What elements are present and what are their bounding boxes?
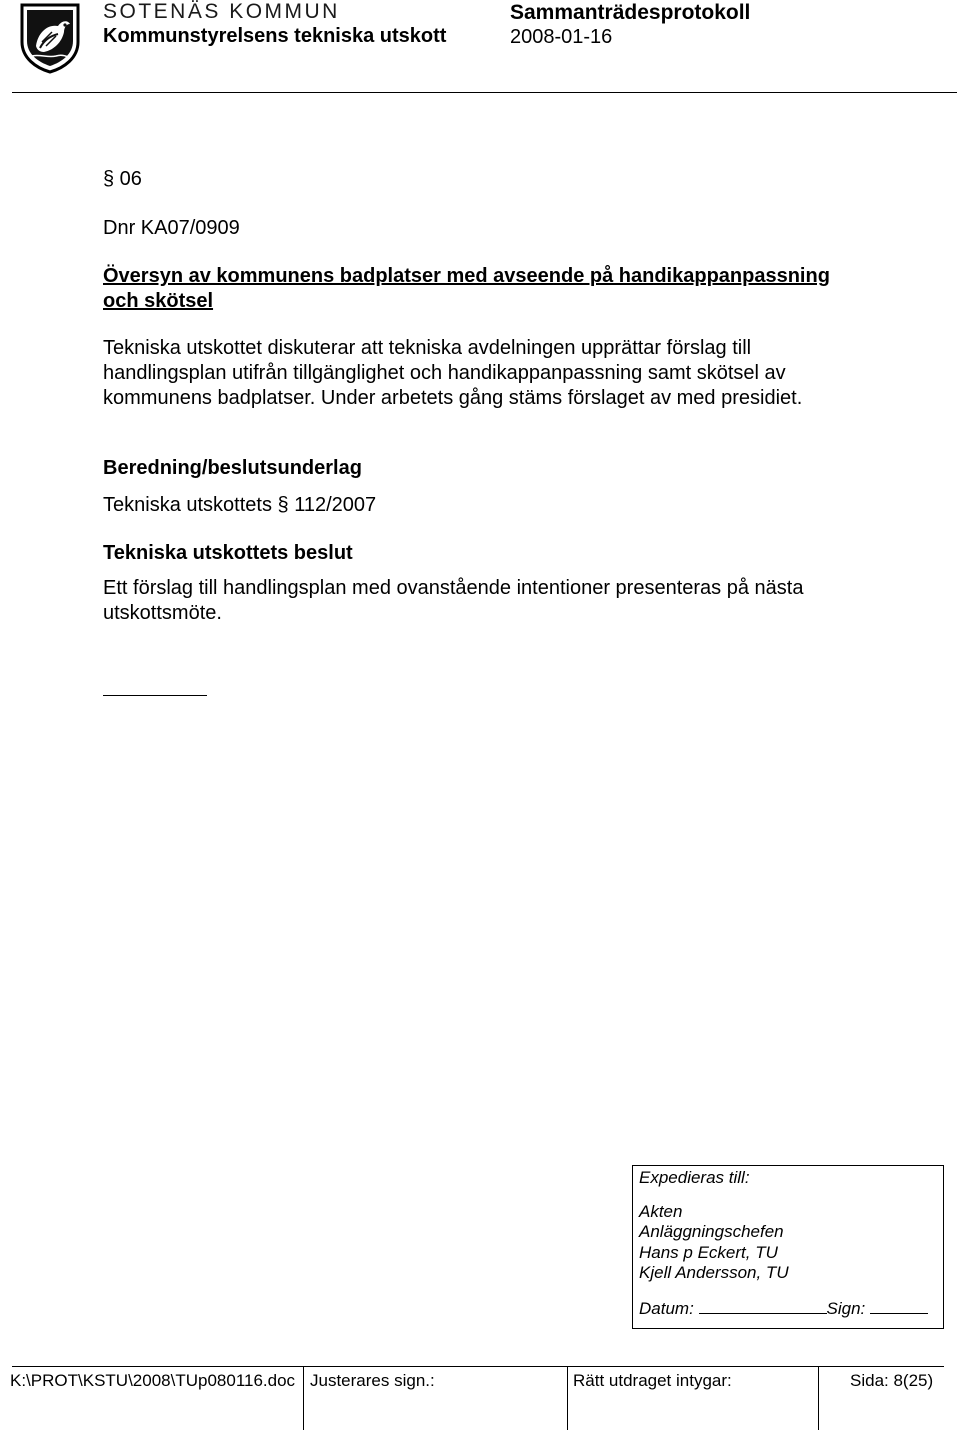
decision-line: utskottsmöte.	[103, 602, 222, 624]
footer-certification: Rätt utdraget intygar:	[573, 1371, 732, 1390]
intro-paragraph	[103, 336, 802, 411]
distribution-recipient: Kjell Andersson, TU	[639, 1263, 789, 1282]
organization-name: SOTENÄS KOMMUN	[103, 0, 340, 23]
header-divider	[12, 92, 957, 93]
title-line: och skötsel	[103, 290, 214, 312]
datum-label: Datum:	[639, 1299, 694, 1318]
paragraph-number: § 06	[103, 168, 142, 190]
section-end-rule	[103, 695, 207, 696]
document-date: 2008-01-16	[510, 26, 613, 48]
title-line: Översyn av kommunens badplatser med avseende på handikappanpassning	[103, 265, 830, 287]
footer-divider	[12, 1366, 944, 1367]
municipality-crest-logo	[18, 2, 82, 74]
footer-page-number: Sida: 8(25)	[850, 1371, 934, 1390]
document-type: Sammanträdesprotokoll	[510, 1, 751, 24]
footer-column-divider	[818, 1366, 819, 1430]
committee-name: Kommunstyrelsens tekniska utskott	[103, 25, 447, 47]
distribution-recipient: Akten	[639, 1201, 683, 1221]
footer-column-divider	[303, 1366, 304, 1430]
intro-line: handlingsplan utifrån tillgänglighet och handikappanpassning samt skötsel av	[103, 362, 786, 384]
decision-line: Ett förslag till handlingsplan med ovanstående intentioner presenteras på nästa	[103, 577, 804, 599]
decision-paragraph	[103, 576, 803, 626]
beredning-heading: Beredning/beslutsunderlag	[103, 457, 362, 479]
footer-file-path: K:\PROT\KSTU\2008\TUp080116.doc	[10, 1371, 296, 1390]
datum-blank[interactable]	[699, 1298, 827, 1314]
date-sign-line	[639, 1298, 928, 1320]
intro-line: Tekniska utskottet diskuterar att tekniska avdelningen upprättar förslag till	[103, 337, 752, 359]
footer-column-divider	[567, 1366, 568, 1430]
distribution-recipient: Hans p Eckert, TU	[639, 1242, 778, 1262]
distribution-title: Expedieras till:	[639, 1168, 750, 1187]
sign-blank[interactable]	[870, 1298, 928, 1314]
beredning-reference: Tekniska utskottets § 112/2007	[103, 494, 377, 516]
intro-line: kommunens badplatser. Under arbetets gång stäms förslaget av med presidiet.	[103, 387, 803, 409]
distribution-recipient: Anläggningschefen	[639, 1222, 784, 1241]
diary-number: Dnr KA07/0909	[103, 217, 240, 239]
footer-justerares-sign: Justerares sign.:	[310, 1371, 435, 1390]
sign-label: Sign:	[826, 1299, 866, 1318]
distribution-box	[632, 1165, 944, 1329]
decision-heading: Tekniska utskottets beslut	[103, 542, 353, 564]
agenda-item-title	[103, 264, 830, 314]
